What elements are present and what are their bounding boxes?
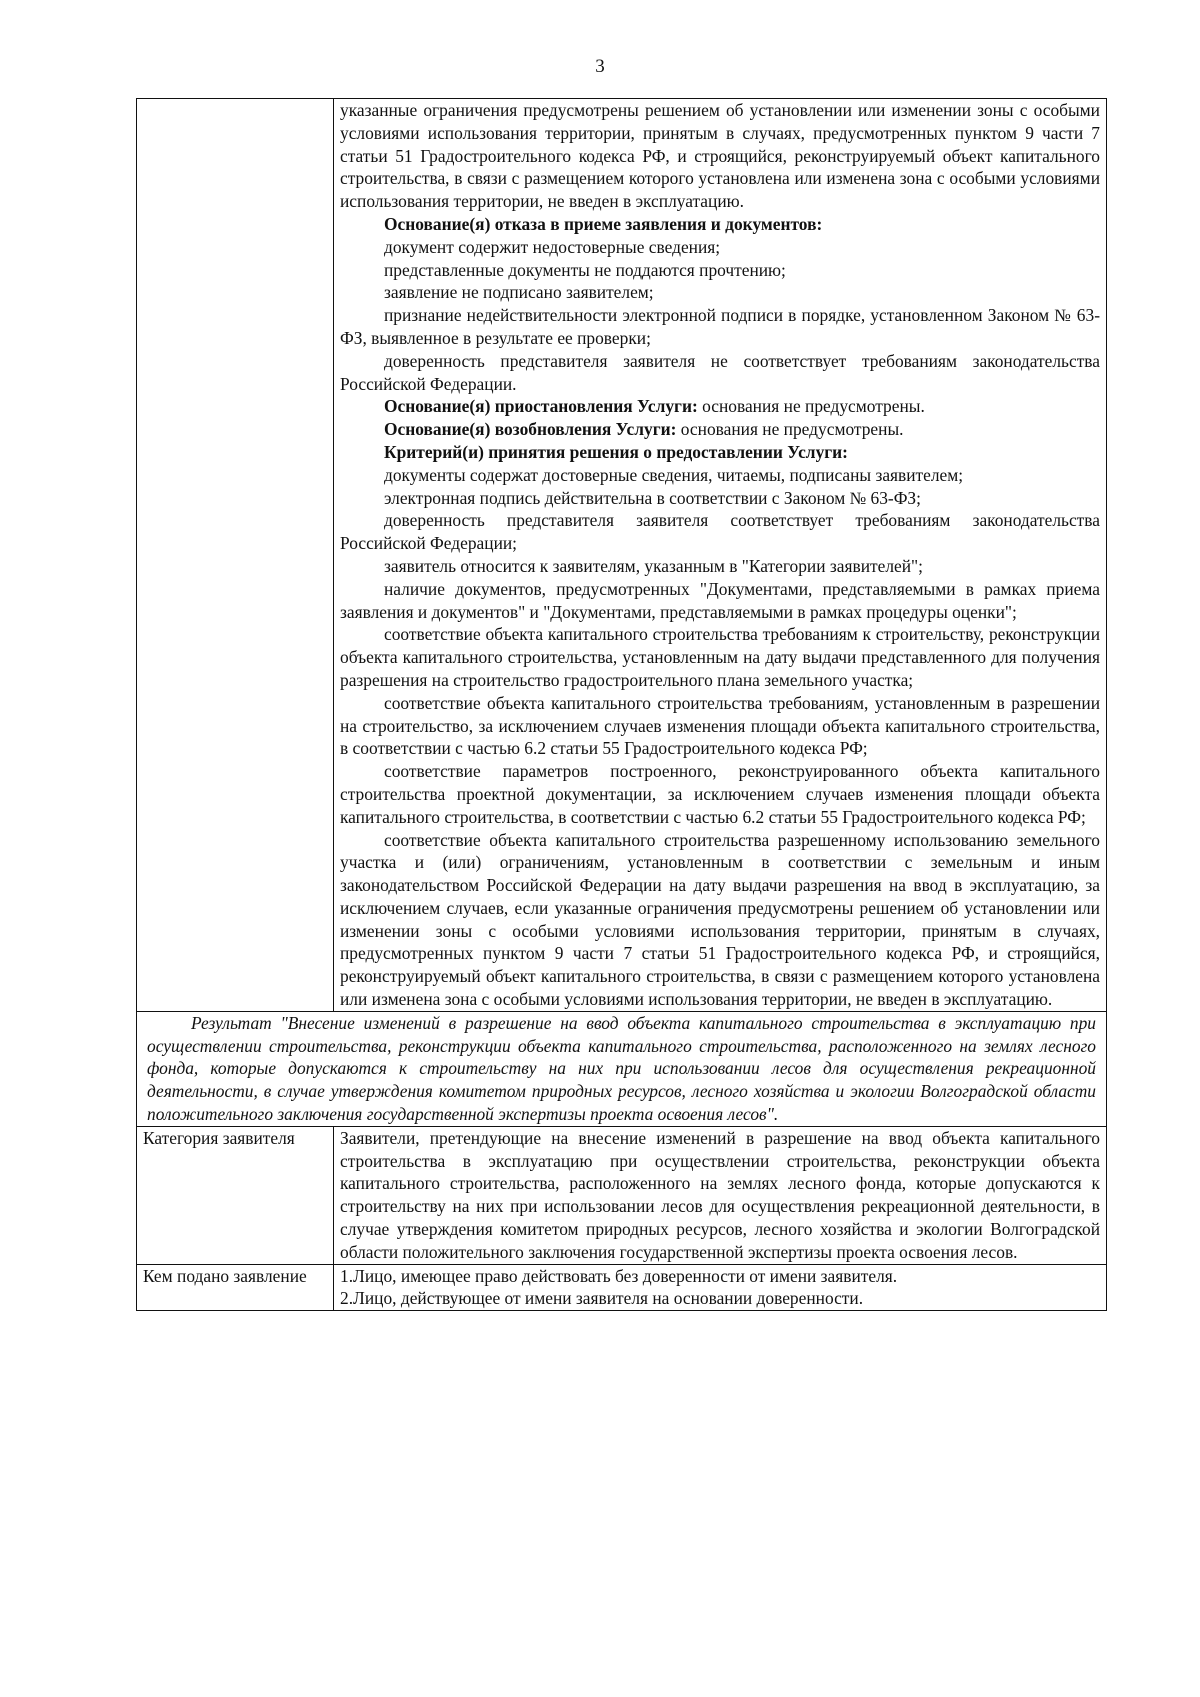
criteria-paragraph: доверенность представителя заявителя соответствует требованиям законодательства Российской Федерации; — [340, 510, 1100, 554]
criteria-paragraph: указанные ограничения предусмотрены решением об установлении или изменении зоны с особыми условиями использования территории, принятым в случаях, предусмотренных пунктом 9 части 7 статьи 51 Градостроительного кодекса РФ, и строящийся, реконструируемый объект капитального строительства, в связи с размещением которого установлена или изменена зона с особыми условиями использования территории, не введен в эксплуатацию. — [340, 100, 1100, 212]
criteria-row-label-cell — [137, 99, 334, 1012]
criteria-paragraph: документ содержит недостоверные сведения; — [384, 236, 721, 257]
section-heading: Критерий(и) принятия решения о предоставлении Услуги: — [384, 441, 848, 462]
criteria-paragraph: соответствие объекта капитального строительства требованиям к строительству, реконструкции объекта капитального строительства, установленным на дату выдачи представленного для получения разрешения на строительство градостроительного плана земельного участка; — [340, 624, 1100, 690]
criteria-paragraph: соответствие объекта капитального строительства разрешенному использованию земельного участка и (или) ограничениям, установленным в соответствии с земельным и иным законодательством Российской Федерации на дату выдачи разрешения на ввод в эксплуатацию, за исключением случаев, если указанные ограничения предусмотрены решением об установлении или изменении зоны с особыми условиями использования территории, принятым в случаях, предусмотренных пунктом 9 части 7 статьи 51 Градостроительного кодекса РФ, и строящийся, реконструируемый объект капитального строительства, в связи с размещением которого установлена или изменена зона с особыми условиями использования территории, не введен в эксплуатацию. — [340, 829, 1100, 1010]
service-table — [136, 98, 1107, 1311]
criteria-paragraph: заявление не подписано заявителем; — [384, 282, 654, 303]
section-value: основания не предусмотрены. — [676, 419, 904, 440]
category-row — [137, 1126, 1107, 1264]
criteria-paragraph: представленные документы не поддаются прочтению; — [384, 259, 786, 280]
section-value: основания не предусмотрены. — [697, 396, 925, 417]
result-cell — [137, 1011, 1107, 1126]
submitter-label: Кем подано заявление — [137, 1264, 334, 1311]
result-row — [137, 1011, 1107, 1126]
category-text: Заявители, претендующие на внесение изменений в разрешение на ввод объекта капитального строительства в эксплуатацию при осуществлении строительства, реконструкции объекта капитального строительства, расположенного на землях лесного фонда, которые допускаются к строительству на них при использовании лесов для осуществления рекреационной деятельности, в случае утверждения комитетом природных ресурсов, лесного хозяйства и экологии Волгоградской области положительного заключения государственной экспертизы проекта освоения лесов. — [340, 1127, 1100, 1262]
category-content — [334, 1126, 1107, 1264]
criteria-paragraph: электронная подпись действительна в соответствии с Законом № 63-ФЗ; — [384, 487, 921, 508]
criteria-paragraph: доверенность представителя заявителя не соответствует требованиям законодательства Российской Федерации. — [340, 350, 1100, 394]
criteria-paragraph: признание недействительности электронной подписи в порядке, установленном Законом № 63-ФЗ, выявленное в результате ее проверки; — [340, 305, 1100, 348]
criteria-paragraph: документы содержат достоверные сведения, читаемы, подписаны заявителем; — [384, 464, 964, 485]
criteria-paragraph: наличие документов, предусмотренных "Документами, представляемыми в рамках приема заявления и документов" и "Документами, представляемыми в рамках процедуры оценки"; — [340, 578, 1100, 622]
submitter-row — [137, 1264, 1107, 1311]
submitter-content — [334, 1264, 1107, 1311]
criteria-paragraph: соответствие параметров построенного, реконструированного объекта капитального строительства проектной документации, за исключением случаев изменения площади объекта капитального строительства, в соответствии с частью 6.2 статьи 55 Градостроительного кодекса РФ; — [340, 761, 1100, 827]
criteria-paragraph — [340, 395, 1100, 418]
section-heading: Основание(я) возобновления Услуги: — [384, 419, 677, 440]
page-number: 3 — [595, 56, 605, 77]
category-label: Категория заявителя — [137, 1126, 334, 1264]
submitter-item-1: 1.Лицо, имеющее право действовать без доверенности от имени заявителя. — [340, 1265, 898, 1286]
section-heading: Основание(я) отказа в приеме заявления и документов: — [384, 213, 823, 234]
section-heading: Основание(я) приостановления Услуги: — [384, 396, 698, 417]
criteria-paragraph: соответствие объекта капитального строительства требованиям, установленным в разрешении на строительство, за исключением случаев изменения площади объекта капитального строительства, в соответствии с частью 6.2 статьи 55 Градостроительного кодекса РФ; — [340, 692, 1100, 759]
criteria-paragraph: заявитель относится к заявителям, указанным в "Категории заявителей"; — [384, 555, 923, 576]
criteria-row-content — [334, 99, 1107, 1012]
criteria-paragraph — [340, 418, 1100, 441]
criteria-row — [137, 99, 1107, 1012]
submitter-item-2: 2.Лицо, действующее от имени заявителя на основании доверенности. — [340, 1288, 864, 1309]
result-text: Результат "Внесение изменений в разрешение на ввод объекта капитального строительства в эксплуатацию при осуществлении строительства, реконструкции объекта капитального строительства, расположенного на землях лесного фонда, которые допускаются к строительству на них при использовании лесов для осуществления рекреационной деятельности, в случае утверждения комитетом природных ресурсов, лесного хозяйства и экологии Волгоградской области положительного заключения государственной экспертизы проекта освоения лесов". — [147, 1012, 1096, 1125]
